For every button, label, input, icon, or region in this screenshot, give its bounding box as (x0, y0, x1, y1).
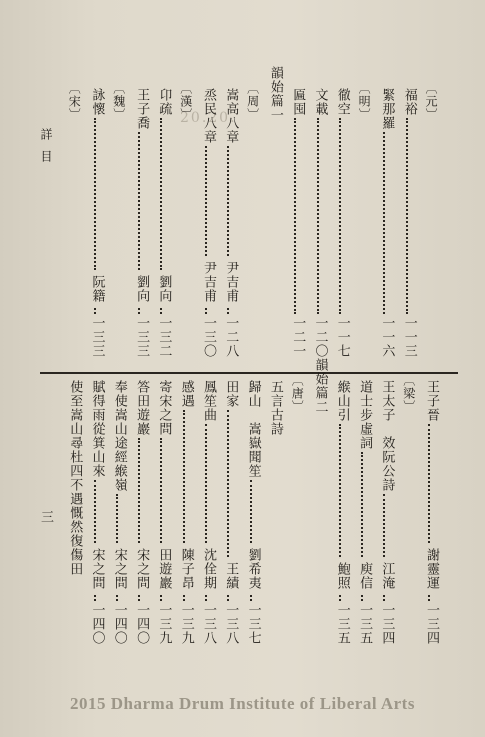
entry-page-number: 一三四 (379, 603, 395, 645)
entry-page-number: 一三三 (134, 316, 150, 358)
dynasty-label: 〔唐〕 (290, 374, 305, 413)
toc-entry (246, 380, 260, 645)
entry-page-number: 一三八 (201, 603, 216, 645)
footer-credit: 2015 Dharma Drum Institute of Liberal Arts (70, 694, 415, 713)
dot-leader (94, 480, 100, 543)
toc-entry (424, 380, 438, 645)
entry-author: 謝靈運 (424, 548, 439, 590)
entry-author: 劉希夷 (245, 548, 261, 590)
dot-leader (383, 595, 389, 601)
toc-entry (335, 380, 349, 645)
entry-author: 鮑照 (334, 562, 350, 590)
entry-author: 王績 (223, 562, 239, 590)
entry-author: 宋之問 (111, 548, 127, 590)
dynasty-label: 〔宋〕 (67, 82, 82, 121)
dot-leader (205, 146, 211, 256)
dot-leader (160, 595, 166, 601)
entry-author: 田遊巖 (156, 548, 172, 590)
entry-page-number: 一三四 (424, 603, 439, 645)
dot-leader (406, 118, 412, 314)
entry-title: 匾囤 (290, 88, 306, 116)
entry-title: 道士步虛詞 (357, 380, 373, 450)
entry-page-number: 一三八 (223, 603, 239, 645)
entry-title: 賦得雨從箕山來 (89, 380, 105, 478)
entry-title: 歸山 嵩嶽聞笙 (245, 380, 261, 478)
dynasty-label: 〔周〕 (245, 82, 260, 121)
side-label: 詳目 (39, 128, 53, 172)
entry-title: 福裕 (401, 88, 417, 116)
dot-leader (116, 494, 122, 543)
dot-leader (138, 308, 144, 314)
dot-leader (339, 595, 345, 601)
entry-page-number: 一三五 (334, 603, 350, 645)
dot-leader (428, 595, 434, 601)
toc-entry (313, 88, 327, 358)
entry-title: 王太子 效阮公詩 (379, 380, 395, 492)
toc-entry (156, 88, 170, 358)
toc-entry (134, 88, 148, 358)
dot-leader (160, 118, 166, 270)
dot-leader (428, 424, 434, 543)
toc-entry (156, 380, 170, 645)
entry-page-number: 一三九 (156, 603, 172, 645)
dot-leader (294, 118, 300, 314)
toc-entry (223, 380, 237, 645)
dot-leader (160, 438, 166, 543)
entry-title: 奉使嵩山途經緱嶺 (111, 380, 127, 492)
toc-entry (112, 380, 126, 645)
dot-leader (183, 595, 189, 601)
toc-entry (335, 88, 349, 358)
watermark: 20.20. (180, 110, 237, 126)
dot-leader (383, 132, 389, 314)
entry-title: 徹空 (334, 88, 350, 116)
entry-title: 田家 (223, 380, 239, 408)
toc-entry (223, 88, 237, 358)
entry-title: 王子喬 (134, 88, 150, 130)
section-heading: 韻始篇一 (267, 66, 283, 122)
section-divider (40, 372, 458, 374)
entry-page-number: 一四〇 (134, 603, 150, 645)
dot-leader (138, 132, 144, 270)
entry-page-number: 一三二 (156, 316, 172, 358)
entry-page-number: 一二八 (223, 316, 239, 358)
entry-page-number: 一四〇 (89, 603, 105, 645)
dot-leader (205, 424, 211, 543)
entry-author: 沈佺期 (201, 548, 216, 590)
entry-title: 嵩高八章 (223, 88, 239, 144)
entry-title: 使至嵩山尋杜四不遇慨然復傷田 (67, 380, 83, 576)
entry-author: 宋之問 (89, 548, 105, 590)
dot-leader (205, 595, 211, 601)
toc-entry (379, 380, 393, 645)
dot-leader (250, 595, 256, 601)
entry-page-number: 一二〇 (312, 316, 328, 358)
toc-entry (90, 88, 104, 358)
dot-leader (94, 118, 100, 270)
entry-author: 阮籍 (89, 275, 105, 303)
entry-author: 江淹 (379, 562, 395, 590)
entry-title: 緊那羅 (379, 88, 395, 130)
dynasty-label: 〔梁〕 (401, 374, 416, 413)
entry-author: 尹吉甫 (223, 261, 239, 303)
dot-leader (227, 308, 233, 314)
dot-leader (250, 480, 256, 543)
dot-leader (116, 595, 122, 601)
entry-title: 鳳笙曲 (201, 380, 216, 422)
entry-page-number: 一四〇 (111, 603, 127, 645)
entry-title: 緱山引 (334, 380, 350, 422)
entry-author: 劉向 (156, 275, 172, 303)
dynasty-label: 〔元〕 (424, 82, 438, 121)
entry-author: 劉向 (134, 275, 150, 303)
toc-entry (67, 380, 81, 645)
dot-leader (227, 146, 233, 256)
entry-page-number: 一一三 (401, 316, 417, 358)
dot-leader (205, 308, 211, 314)
dot-leader (183, 410, 189, 543)
toc-entry (201, 380, 215, 645)
dot-leader (160, 308, 166, 314)
entry-page-number: 一三五 (357, 603, 373, 645)
toc-entry (179, 380, 193, 645)
toc-entry (134, 380, 148, 645)
dot-leader (339, 118, 345, 314)
entry-author: 陳子昂 (178, 548, 194, 590)
dot-leader (361, 595, 367, 601)
dot-leader (361, 452, 367, 557)
dot-leader (94, 308, 100, 314)
entry-title: 感遇 (178, 380, 194, 408)
dot-leader (339, 424, 345, 557)
entry-page-number: 一三九 (178, 603, 194, 645)
dynasty-label: 〔明〕 (357, 82, 372, 121)
entry-page-number: 一一七 (334, 316, 350, 358)
entry-title: 烝民八章 (201, 88, 216, 144)
dot-leader (94, 595, 100, 601)
entry-title: 王子晉 (424, 380, 439, 422)
dynasty-label: 〔漢〕 (178, 82, 193, 121)
page-number: 三 (38, 510, 53, 523)
dot-leader (138, 595, 144, 601)
entry-title: 詠懷 (89, 88, 105, 116)
section-heading: 韻始篇二 (312, 358, 328, 414)
toc-entry (201, 88, 215, 358)
entry-page-number: 一一六 (379, 316, 395, 358)
entry-author: 宋之問 (134, 548, 150, 590)
dot-leader (227, 595, 233, 601)
entry-author: 庾信 (357, 562, 373, 590)
toc-entry (402, 88, 416, 358)
entry-author: 尹吉甫 (201, 261, 216, 303)
entry-title: 卬疏 (156, 88, 172, 116)
toc-entry (379, 88, 393, 358)
toc-entry (357, 380, 371, 645)
dynasty-label: 〔魏〕 (111, 82, 126, 121)
entry-page-number: 一二一 (290, 316, 306, 358)
subsection-label: 五言古詩 (267, 380, 283, 436)
entry-page-number: 一三三 (89, 316, 105, 358)
entry-page-number: 一三七 (245, 603, 261, 645)
entry-page-number: 一三〇 (201, 316, 216, 358)
dot-leader (383, 494, 389, 557)
toc-entry (290, 88, 304, 358)
dot-leader (227, 410, 233, 557)
dot-leader (317, 118, 323, 314)
entry-title: 寄宋之問 (156, 380, 172, 436)
dot-leader (138, 438, 144, 543)
toc-entry (90, 380, 104, 645)
entry-title: 文載 (312, 88, 328, 116)
entry-title: 答田遊巖 (134, 380, 150, 436)
